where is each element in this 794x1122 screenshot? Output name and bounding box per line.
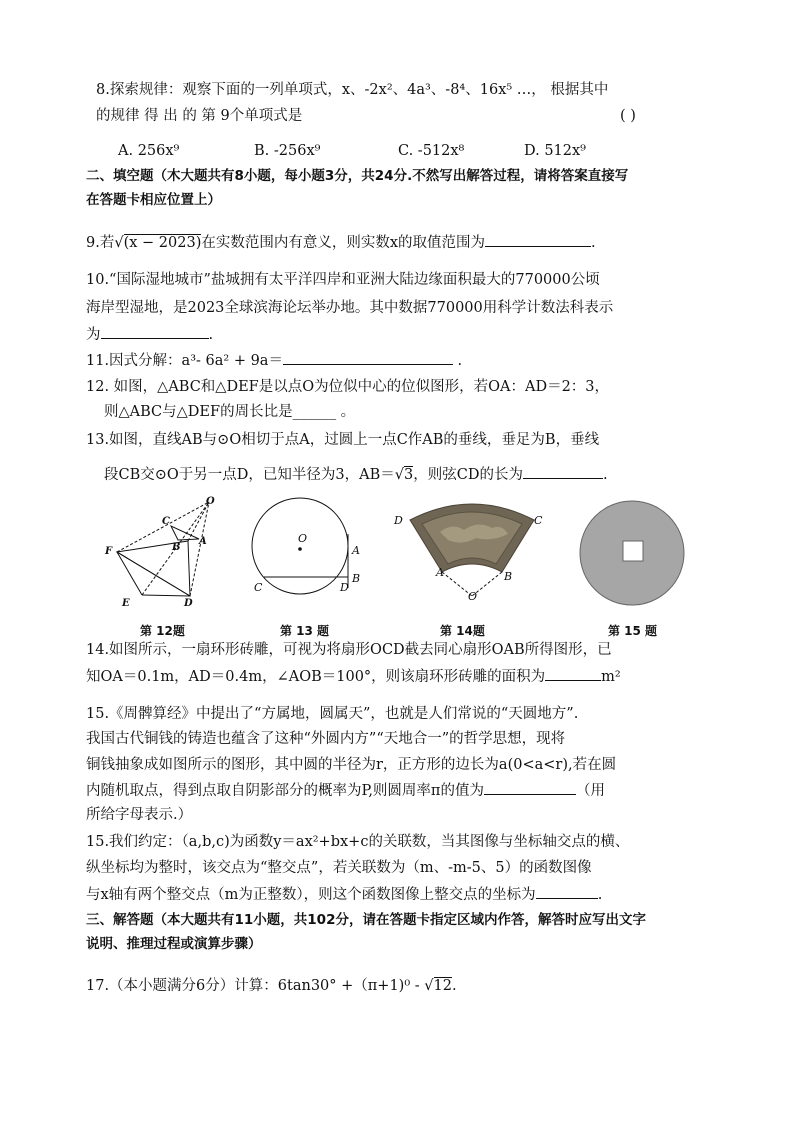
fig12-label-e: E <box>122 598 130 609</box>
q11 <box>86 350 462 371</box>
q15a-answer-blank[interactable] <box>484 780 576 795</box>
q13-line2-end: . <box>602 467 608 483</box>
fig14-label-b: B <box>504 570 513 583</box>
circle-o <box>252 498 348 594</box>
q8-line1: 8.探索规律：观察下面的一列单项式，x、-2x²、4a³、-8⁴、16x⁵ …， 根据其中 <box>96 82 609 98</box>
q9-post: 在实数范围内有意义，则实数x的取值范围为 <box>201 235 486 251</box>
figure-13-circle-tangent <box>246 494 376 604</box>
q10-line3 <box>86 324 213 345</box>
q13-line2-pre: 段CB交⊙O于另一点D，已知半径为3，AB＝ <box>104 467 395 483</box>
q8-line2: 的规律 得 出 的 第 9个单项式是 <box>96 108 303 124</box>
fig14-label-d: D <box>394 514 403 527</box>
q8-option-b: B. -256x⁹ <box>254 143 321 159</box>
fig15-caption: 第 15 题 <box>608 624 658 638</box>
q13-line1: 13.如图，直线AB与⊙O相切于点A，过圆上一点C作AB的垂线，垂足为B，垂线 <box>86 432 600 448</box>
q8-option-d: D. 512x⁹ <box>524 143 586 159</box>
q11-end: . <box>452 353 463 369</box>
q14-line2 <box>86 666 621 687</box>
fig13-label-o: O <box>298 532 308 545</box>
q17-pre: 17.（本小题满分6分）计算：6tan30° +（π+1)⁰ - <box>86 978 425 994</box>
q13-line2-post: ，则弦CD的长为 <box>413 467 523 483</box>
fig12-caption: 第 12题 <box>140 624 185 638</box>
coin-square-hole <box>623 541 643 561</box>
q15a-line4-pre: 内随机取点，得到点取自阴影部分的概率为P,则圆周率π的值为 <box>86 783 484 799</box>
q8-option-a: A. 256x⁹ <box>118 143 180 159</box>
fig14-label-a: A <box>436 566 444 579</box>
fig14-label-o: O <box>468 590 478 600</box>
fig12-label-b: B <box>172 542 181 553</box>
q15a-line2: 我国古代铜钱的铸造也蕴含了这种“外圆内方”“天地合一”的哲学思想，现将 <box>86 731 566 747</box>
q13-radicand: 3 <box>404 467 414 483</box>
fig12-label-c: C <box>162 516 170 527</box>
q17-radicand: 12 <box>433 978 452 994</box>
sqrt-symbol: √ <box>394 467 405 483</box>
q10-line1: 10.“国际湿地城市”盐城拥有太平洋四岸和亚洲大陆边缘面积最大的770000公顷 <box>86 272 600 288</box>
fig13-caption: 第 13 题 <box>280 624 330 638</box>
q14-line2-pre: 知OA＝0.1m，AD＝0.4m，∠AOB＝100°，则该扇环形砖雕的面积为 <box>86 669 546 685</box>
q15b-answer-blank[interactable] <box>536 884 598 899</box>
q10-line3-end: . <box>208 327 214 343</box>
q14-line1: 14.如图所示，一扇环形砖雕，可视为将扇形OCD截去同心扇形OAB所得图形，已 <box>86 642 612 658</box>
q9-end: . <box>591 235 596 251</box>
fig12-label-a: A <box>199 536 207 547</box>
sqrt-symbol: √ <box>114 235 124 251</box>
q15b-line2: 纵坐标均为整时，该交点为“整交点”，若关联数为（m、-m-5、5）的函数图像 <box>86 860 592 876</box>
q15a-line4-end: （用 <box>575 783 605 799</box>
sqrt-symbol: √ <box>424 978 434 994</box>
q15a-line3: 铜钱抽象成如图所示的图形，其中圆的半径为r，正方形的边长为a(0<a<r),若在圆 <box>86 757 617 773</box>
fig14-caption: 第 14题 <box>440 624 485 638</box>
section3-heading-line1: 三、解答题（本大题共有11小题，共102分，请在答题卡指定区域内作答，解答时应写出文字 <box>86 912 646 928</box>
q15b-line3-pre: 与x轴有两个整交点（m为正整数），则这个函数图像上整交点的坐标为 <box>86 887 536 903</box>
q13-line2 <box>104 464 608 485</box>
q14-unit: m² <box>601 669 621 685</box>
q15b-line3 <box>86 884 602 905</box>
q15a-line5: 所给字母表示.） <box>86 807 193 823</box>
section2-heading-line2: 在答题卡相应位置上） <box>86 192 221 208</box>
q14-answer-blank[interactable] <box>545 666 601 681</box>
q9 <box>86 232 596 253</box>
center-point <box>298 547 302 551</box>
q9-pre: 9.若 <box>86 235 115 251</box>
q8-option-c: C. -512x⁸ <box>398 143 465 159</box>
q12-line1: 12. 如图，△ABC和△DEF是以点O为位似中心的位似图形，若OA：AD＝2：3， <box>86 379 610 395</box>
q17 <box>86 976 457 996</box>
q15a-line4 <box>86 780 605 801</box>
q15b-line3-end: . <box>597 887 603 903</box>
q8-answer-paren: ( ) <box>620 108 636 124</box>
fig13-label-c: C <box>254 581 263 594</box>
q15a-line1: 15.《周髀算经》中提出了“方属地，圆属天”，也就是人们常说的“天圆地方”. <box>86 706 579 722</box>
q13-answer-blank[interactable] <box>523 464 603 479</box>
q11-answer-blank[interactable] <box>283 350 453 365</box>
section3-heading-line2: 说明、推理过程或演算步骤） <box>86 936 262 952</box>
triangle-abc <box>171 526 199 540</box>
fig12-label-o: O <box>206 496 215 507</box>
q9-answer-blank[interactable] <box>485 232 591 247</box>
fig13-label-b: B <box>352 572 361 585</box>
fig12-label-d: D <box>184 598 193 609</box>
section2-heading-line1: 二、填空题（木大题共有8小题，每小题3分，共24分.不然写出解答过程，请将答案直接写 <box>86 168 629 184</box>
q10-answer-blank[interactable] <box>101 324 209 339</box>
q15b-line1: 15.我们约定：（a,b,c)为函数y＝ax²+bx+c的关联数，当其图像与坐标轴交点的横、 <box>86 834 630 850</box>
q9-radicand: (x − 2023) <box>123 235 202 251</box>
q10-line2: 海岸型湿地，是2023全球滨海论坛举办地。其中数据770000用科学计数法科表示 <box>86 300 614 316</box>
fig12-label-f: F <box>105 546 113 557</box>
figure-15-coin <box>576 497 688 609</box>
figure-14-sector-carving <box>392 494 552 600</box>
fig13-label-d: D <box>340 581 349 594</box>
q11-pre: 11.因式分解：a³- 6a² + 9a＝ <box>86 353 283 369</box>
fig13-label-a: A <box>352 544 360 557</box>
q10-line3-pre: 为 <box>86 327 101 343</box>
fig14-label-c: C <box>534 514 543 527</box>
figure-12-homothety <box>100 494 230 612</box>
q17-end: . <box>451 978 457 994</box>
q12-line2: 则△ABC与△DEF的周长比是______ 。 <box>104 404 356 420</box>
